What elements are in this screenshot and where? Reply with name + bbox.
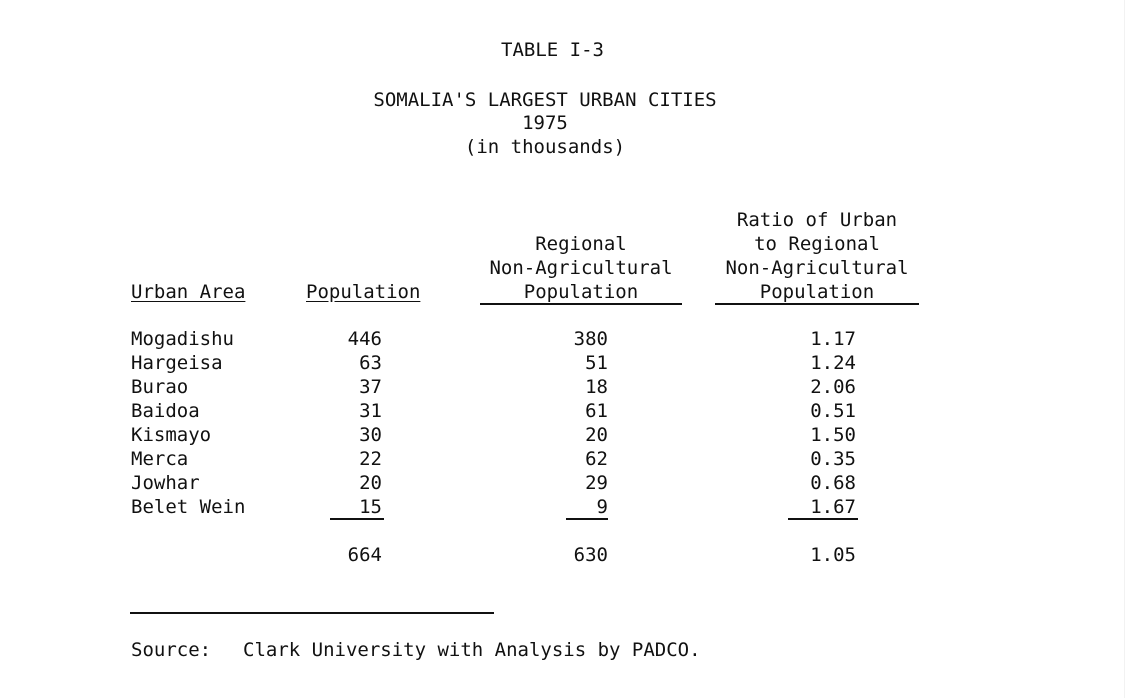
ratio-total-rule	[788, 518, 858, 520]
cell-ratio: 1.17	[810, 328, 856, 350]
source-text: Clark University with Analysis by PADCO.	[243, 639, 701, 661]
source-label: Source:	[131, 639, 212, 661]
cell-regional: 380	[573, 328, 608, 350]
cell-ratio: 0.51	[810, 400, 856, 422]
cell-regional: 51	[585, 352, 608, 374]
cell-regional: 20	[585, 424, 608, 446]
cell-population: 20	[359, 472, 382, 494]
cell-population: 31	[359, 400, 382, 422]
cell-area: Hargeisa	[131, 352, 223, 374]
header-ratio-line3: Non-Agricultural	[725, 257, 909, 279]
cell-area: Baidoa	[131, 400, 200, 422]
cell-area: Mogadishu	[131, 328, 234, 350]
cell-regional: 18	[585, 376, 608, 398]
footnote-rule	[130, 612, 494, 614]
cell-area: Belet Wein	[131, 496, 246, 518]
cell-population: 15	[359, 496, 382, 518]
header-ratio-rule	[715, 303, 919, 305]
cell-population: 446	[347, 328, 382, 350]
cell-regional: 9	[596, 496, 608, 518]
header-regional-line1: Regional	[535, 233, 627, 255]
cell-area: Jowhar	[131, 472, 200, 494]
cell-ratio: 1.24	[810, 352, 856, 374]
header-ratio-line4: Population	[759, 281, 875, 303]
regional-total-rule	[566, 518, 608, 520]
table-label: TABLE I-3	[501, 39, 604, 61]
cell-ratio: 1.50	[810, 424, 856, 446]
header-regional-line2: Non-Agricultural	[489, 257, 673, 279]
table-title: SOMALIA'S LARGEST URBAN CITIES	[373, 89, 717, 111]
total-regional: 630	[573, 544, 608, 566]
header-regional-line3: Population	[523, 281, 639, 303]
cell-population: 22	[359, 448, 382, 470]
cell-regional: 62	[585, 448, 608, 470]
population-total-rule	[330, 518, 384, 520]
cell-area: Burao	[131, 376, 189, 398]
cell-population: 37	[359, 376, 382, 398]
cell-area: Kismayo	[131, 424, 212, 446]
cell-regional: 61	[585, 400, 608, 422]
cell-population: 30	[359, 424, 382, 446]
table-units: (in thousands)	[464, 136, 626, 158]
cell-ratio: 2.06	[810, 376, 856, 398]
total-population: 664	[347, 544, 382, 566]
header-ratio-line2: to Regional	[754, 233, 880, 255]
total-ratio: 1.05	[810, 544, 856, 566]
cell-regional: 29	[585, 472, 608, 494]
cell-ratio: 1.67	[810, 496, 856, 518]
cell-population: 63	[359, 352, 382, 374]
header-ratio-line1: Ratio of Urban	[736, 209, 898, 231]
header-population: Population	[306, 281, 421, 303]
header-regional-rule	[480, 303, 682, 305]
cell-area: Merca	[131, 448, 189, 470]
cell-ratio: 0.35	[810, 448, 856, 470]
table-year: 1975	[522, 112, 568, 134]
header-urban-area: Urban Area	[131, 281, 246, 303]
cell-ratio: 0.68	[810, 472, 856, 494]
